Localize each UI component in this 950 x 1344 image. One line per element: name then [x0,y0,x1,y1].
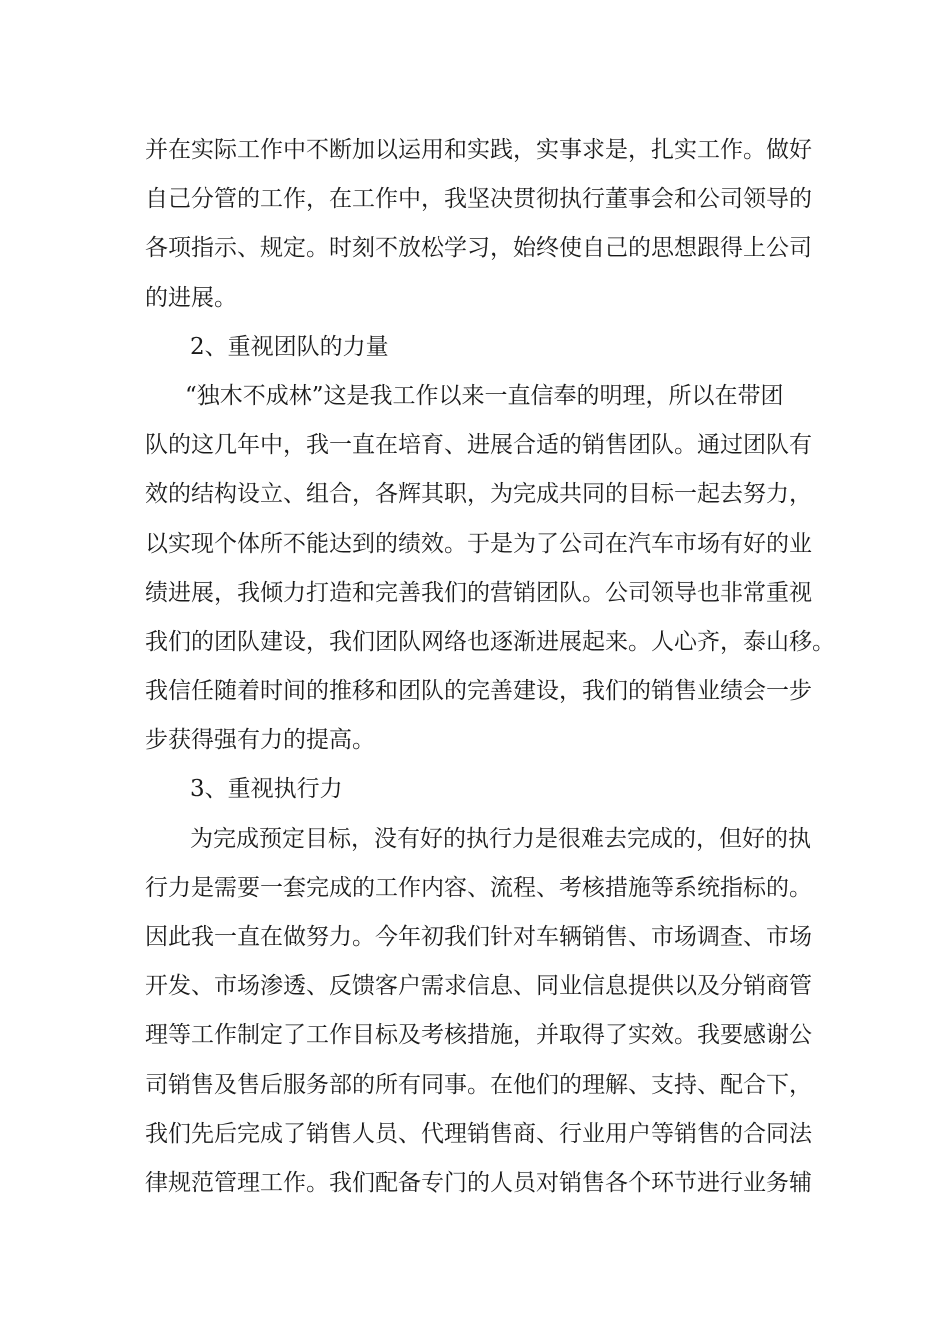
text-line: “独木不成林”这是我工作以来一直信奉的明理，所以在带团 [185,382,784,409]
text-line: 步获得强有力的提高。 [145,727,375,754]
text-line: 效的结构设立、组合，各辉其职，为完成共同的目标一起去努力， [145,481,812,508]
text-line: 自己分管的工作，在工作中，我坚决贯彻执行董事会和公司领导的 [145,186,812,213]
text-line: 并在实际工作中不断加以运用和实践，实事求是，扎实工作。做好 [145,137,812,163]
section-heading: 3、重视执行力 [190,776,343,803]
text-line: 我们先后完成了销售人员、代理销售商、行业用户等销售的合同法 [145,1120,812,1147]
text-line: 队的这几年中，我一直在培育、进展合适的销售团队。通过团队有 [145,432,812,459]
text-line: 的进展。 [145,284,237,311]
text-line: 司销售及售后服务部的所有同事。在他们的理解、支持、配合下， [145,1071,812,1098]
text-line: 理等工作制定了工作目标及考核措施，并取得了实效。我要感谢公 [145,1022,812,1049]
section-heading: 2、重视团队的力量 [190,333,389,360]
text-line: 各项指示、规定。时刻不放松学习，始终使自己的思想跟得上公司 [145,235,812,262]
text-line: 因此我一直在做努力。今年初我们针对车辆销售、市场调查、市场 [145,924,812,950]
text-line: 我信任随着时间的推移和团队的完善建设，我们的销售业绩会一步 [145,678,812,705]
text-line: 为完成预定目标，没有好的执行力是很难去完成的，但好的执 [190,825,811,852]
text-line: 绩进展，我倾力打造和完善我们的营销团队。公司领导也非常重视 [145,579,812,606]
text-line: 开发、市场渗透、反馈客户需求信息、同业信息提供以及分销商管 [145,973,812,1000]
text-line: 行力是需要一套完成的工作内容、流程、考核措施等系统指标的。 [145,874,812,901]
text-line: 以实现个体所不能达到的绩效。于是为了公司在汽车市场有好的业 [145,530,812,557]
text-line: 我们的团队建设，我们团队网络也逐渐进展起来。人心齐，泰山移。 [145,628,835,655]
text-line: 律规范管理工作。我们配备专门的人员对销售各个环节进行业务辅 [145,1169,812,1196]
document-body [145,126,835,1208]
